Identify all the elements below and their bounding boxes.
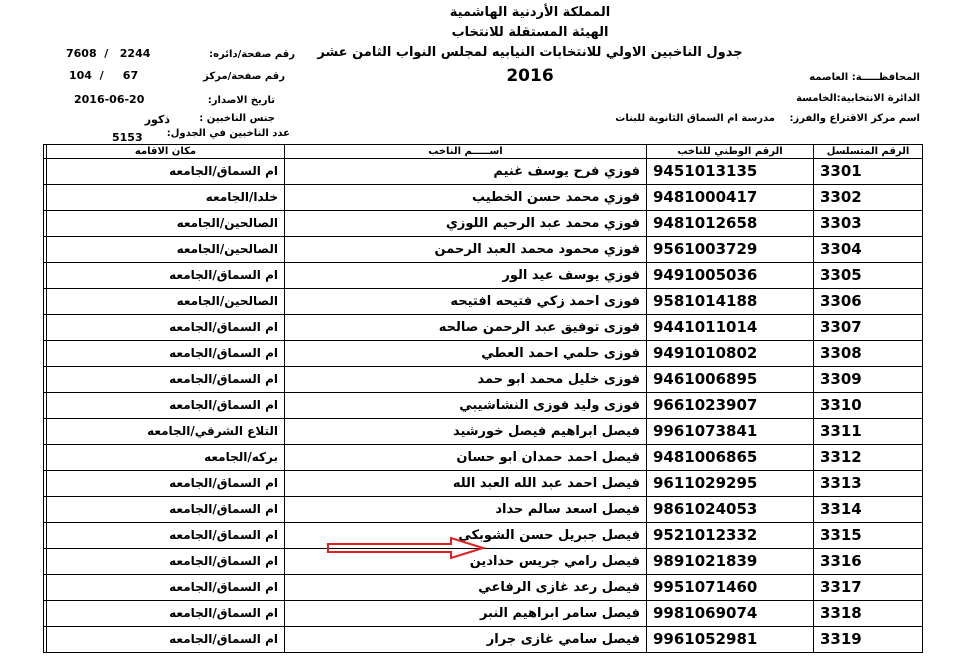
voter-name-cell: فوزي فرح يوسف غنيم bbox=[285, 159, 647, 185]
page-center-label: رقم صفحة/مركز bbox=[203, 71, 285, 82]
col-header-empty bbox=[44, 145, 47, 159]
issue-date-value: 2016-06-20 bbox=[74, 93, 145, 106]
empty-cell bbox=[44, 341, 47, 367]
empty-cell bbox=[44, 549, 47, 575]
commission-title: الهيئة المستقلة للانتخاب bbox=[451, 25, 609, 40]
voter-name-cell: فيصل احمد حمدان ابو حسان bbox=[285, 445, 647, 471]
voter-name-cell: فوزى خليل محمد ابو حمد bbox=[285, 367, 647, 393]
residence-cell: ام السماق/الجامعه bbox=[47, 341, 285, 367]
col-header-residence: مكان الاقامه bbox=[47, 145, 285, 159]
empty-cell bbox=[44, 289, 47, 315]
table-row bbox=[44, 367, 923, 393]
empty-cell bbox=[44, 627, 47, 653]
residence-cell: ام السماق/الجامعه bbox=[47, 263, 285, 289]
serial-cell: 3319 bbox=[814, 627, 923, 653]
residence-cell: ام السماق/الجامعه bbox=[47, 393, 285, 419]
table-row bbox=[44, 211, 923, 237]
col-header-serial: الرقم المتسلسل bbox=[814, 145, 923, 159]
voter-name-cell: فوزي محمد عبد الرحيم اللوزي bbox=[285, 211, 647, 237]
national-id-cell: 9981069074 bbox=[647, 601, 814, 627]
serial-cell: 3303 bbox=[814, 211, 923, 237]
residence-cell: ام السماق/الجامعه bbox=[47, 315, 285, 341]
serial-cell: 3312 bbox=[814, 445, 923, 471]
national-id-cell: 9861024053 bbox=[647, 497, 814, 523]
serial-cell: 3309 bbox=[814, 367, 923, 393]
residence-cell: ام السماق/الجامعه bbox=[47, 367, 285, 393]
national-id-cell: 9441011014 bbox=[647, 315, 814, 341]
serial-cell: 3314 bbox=[814, 497, 923, 523]
voter-count-value: 5153 bbox=[112, 131, 143, 144]
table-row bbox=[44, 393, 923, 419]
national-id-cell: 9481000417 bbox=[647, 185, 814, 211]
voter-name-cell: فوزى احمد زكي فتيحه افتيحه bbox=[285, 289, 647, 315]
col-header-name: اســـــم الناخب bbox=[285, 145, 647, 159]
voter-name-cell: فيصل اسعد سالم حداد bbox=[285, 497, 647, 523]
national-id-cell: 9891021839 bbox=[647, 549, 814, 575]
voter-name-cell: فوزى توفيق عبد الرحمن صالحه bbox=[285, 315, 647, 341]
serial-cell: 3305 bbox=[814, 263, 923, 289]
empty-cell bbox=[44, 263, 47, 289]
empty-cell bbox=[44, 575, 47, 601]
voter-name-cell: فيصل سامر ابراهيم النبر bbox=[285, 601, 647, 627]
national-id-cell: 9611029295 bbox=[647, 471, 814, 497]
residence-cell: الصالحين/الجامعه bbox=[47, 237, 285, 263]
kingdom-title: المملكة الأردنية الهاشمية bbox=[449, 5, 611, 20]
empty-cell bbox=[44, 393, 47, 419]
table-row bbox=[44, 627, 923, 653]
col-header-national-id: الرقم الوطني للناخب bbox=[647, 145, 814, 159]
serial-cell: 3315 bbox=[814, 523, 923, 549]
national-id-cell: 9561003729 bbox=[647, 237, 814, 263]
table-row bbox=[44, 497, 923, 523]
national-id-cell: 9491005036 bbox=[647, 263, 814, 289]
page-center-value: 104 / 67 bbox=[69, 69, 139, 82]
voter-name-cell: فوزى وليد فوزى النشاشيبي bbox=[285, 393, 647, 419]
voter-name-cell: فيصل رعد غازى الرفاعي bbox=[285, 575, 647, 601]
empty-cell bbox=[44, 523, 47, 549]
serial-cell: 3307 bbox=[814, 315, 923, 341]
voter-name-cell: فوزي محمد حسن الخطيب bbox=[285, 185, 647, 211]
table-row bbox=[44, 315, 923, 341]
empty-cell bbox=[44, 497, 47, 523]
serial-cell: 3304 bbox=[814, 237, 923, 263]
voter-name-cell: فيصل سامي غازى جرار bbox=[285, 627, 647, 653]
polling-center-name: مدرسة ام السماق الثانوية للبنات bbox=[615, 113, 775, 124]
table-row bbox=[44, 601, 923, 627]
voter-count-label: عدد الناخبين في الجدول: bbox=[166, 128, 290, 139]
serial-cell: 3308 bbox=[814, 341, 923, 367]
table-row bbox=[44, 159, 923, 185]
national-id-cell: 9491010802 bbox=[647, 341, 814, 367]
voter-name-cell: فوزى حلمي احمد العطي bbox=[285, 341, 647, 367]
national-id-cell: 9661023907 bbox=[647, 393, 814, 419]
national-id-cell: 9481006865 bbox=[647, 445, 814, 471]
table-row bbox=[44, 289, 923, 315]
residence-cell: ام السماق/الجامعه bbox=[47, 159, 285, 185]
residence-cell: ام السماق/الجامعه bbox=[47, 471, 285, 497]
empty-cell bbox=[44, 211, 47, 237]
residence-cell: التلاع الشرقي/الجامعه bbox=[47, 419, 285, 445]
governorate: المحافظـــــة: العاصمه bbox=[809, 72, 920, 83]
national-id-cell: 9961073841 bbox=[647, 419, 814, 445]
page-district-label: رقم صفحة/دائره: bbox=[209, 49, 295, 60]
residence-cell: ام السماق/الجامعه bbox=[47, 523, 285, 549]
election-year: 2016 bbox=[506, 66, 554, 86]
table-row bbox=[44, 445, 923, 471]
serial-cell: 3310 bbox=[814, 393, 923, 419]
national-id-cell: 9481012658 bbox=[647, 211, 814, 237]
residence-cell: بركه/الجامعه bbox=[47, 445, 285, 471]
residence-cell: ام السماق/الجامعه bbox=[47, 627, 285, 653]
voter-name-cell: فيصل رامي جريس حدادين bbox=[285, 549, 647, 575]
residence-cell: ام السماق/الجامعه bbox=[47, 497, 285, 523]
document-title: جدول الناخبين الاولي للانتخابات النيابيه لمجلس النواب الثامن عشر bbox=[317, 45, 743, 60]
arrow-right-icon bbox=[327, 537, 487, 559]
polling-center-label: اسم مركز الاقتراع والفرز: bbox=[789, 113, 920, 124]
residence-cell: ام السماق/الجامعه bbox=[47, 575, 285, 601]
empty-cell bbox=[44, 185, 47, 211]
residence-cell: خلدا/الجامعه bbox=[47, 185, 285, 211]
national-id-cell: 9451013135 bbox=[647, 159, 814, 185]
national-id-cell: 9521012332 bbox=[647, 523, 814, 549]
serial-cell: 3311 bbox=[814, 419, 923, 445]
empty-cell bbox=[44, 159, 47, 185]
serial-cell: 3318 bbox=[814, 601, 923, 627]
residence-cell: الصالحين/الجامعه bbox=[47, 289, 285, 315]
table-row bbox=[44, 419, 923, 445]
serial-cell: 3316 bbox=[814, 549, 923, 575]
issue-date-label: تاريخ الاصدار: bbox=[207, 95, 275, 106]
table-row bbox=[44, 341, 923, 367]
residence-cell: ام السماق/الجامعه bbox=[47, 601, 285, 627]
serial-cell: 3313 bbox=[814, 471, 923, 497]
residence-cell: الصالحين/الجامعه bbox=[47, 211, 285, 237]
serial-cell: 3302 bbox=[814, 185, 923, 211]
empty-cell bbox=[44, 367, 47, 393]
empty-cell bbox=[44, 419, 47, 445]
voter-name-cell: فيصل جبريل حسن الشوبكي bbox=[285, 523, 647, 549]
national-id-cell: 9461006895 bbox=[647, 367, 814, 393]
empty-cell bbox=[44, 315, 47, 341]
empty-cell bbox=[44, 237, 47, 263]
empty-cell bbox=[44, 601, 47, 627]
voter-table bbox=[43, 144, 923, 653]
table-row bbox=[44, 471, 923, 497]
table-header-row bbox=[44, 145, 923, 159]
serial-cell: 3301 bbox=[814, 159, 923, 185]
serial-cell: 3317 bbox=[814, 575, 923, 601]
voter-name-cell: فوزي محمود محمد العبد الرحمن bbox=[285, 237, 647, 263]
residence-cell: ام السماق/الجامعه bbox=[47, 549, 285, 575]
gender-label: جنس الناخبين : bbox=[199, 113, 275, 124]
page-district-value: 7608 / 2244 bbox=[66, 47, 151, 60]
empty-cell bbox=[44, 471, 47, 497]
table-row bbox=[44, 575, 923, 601]
voter-name-cell: فيصل احمد عبد الله العبد الله bbox=[285, 471, 647, 497]
table-row bbox=[44, 185, 923, 211]
voter-name-cell: فوزي يوسف عيد الور bbox=[285, 263, 647, 289]
serial-cell: 3306 bbox=[814, 289, 923, 315]
table-row bbox=[44, 263, 923, 289]
national-id-cell: 9951071460 bbox=[647, 575, 814, 601]
national-id-cell: 9961052981 bbox=[647, 627, 814, 653]
voter-name-cell: فيصل ابراهيم فيصل خورشيد bbox=[285, 419, 647, 445]
national-id-cell: 9581014188 bbox=[647, 289, 814, 315]
electoral-district: الدائرة الانتخابية:الخامسة bbox=[796, 93, 920, 104]
gender-value: ذكور bbox=[144, 113, 170, 126]
empty-cell bbox=[44, 445, 47, 471]
table-row bbox=[44, 237, 923, 263]
